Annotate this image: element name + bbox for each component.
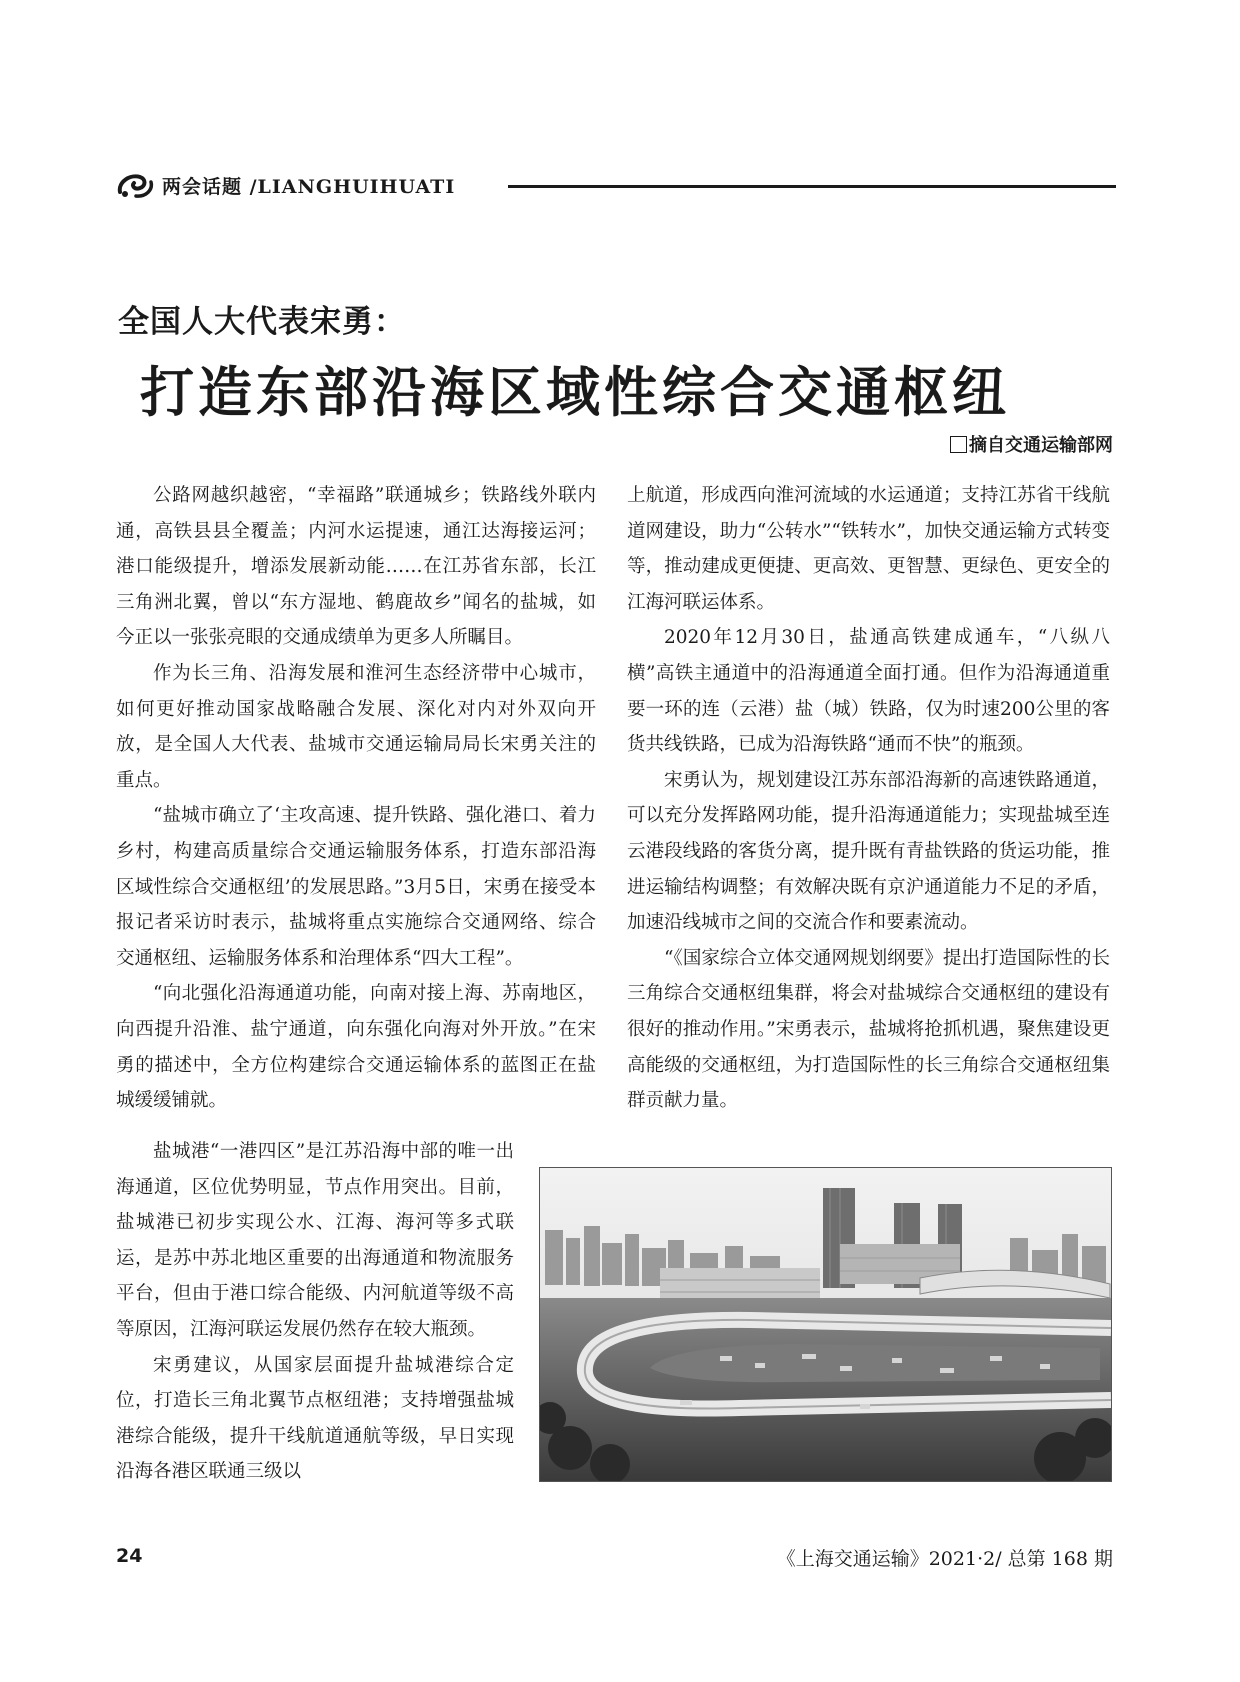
paragraph: “《国家综合立体交通网规划纲要》提出打造国际性的长三角综合交通枢纽集群，将会对盐城综合交通枢纽的建设有很好的推动作用。”宋勇表示，盐城将抢抓机遇，聚焦建设更高能级的交通枢纽，为打造国际性的长三角综合交通枢纽集群贡献力量。 [627,947,1110,1112]
paragraph: 作为长三角、沿海发展和淮河生态经济带中心城市，如何更好推动国家战略融合发展、深化对内对外双向开放，是全国人大代表、盐城市交通运输局局长宋勇关注的重点。 [116,662,596,791]
header-rule [508,185,1116,188]
right-column [627,478,1110,1138]
source-box-icon [950,436,967,453]
paragraph: “向北强化沿海通道功能，向南对接上海、苏南地区，向西提升沿淮、盐宁通道，向东强化向海对外开放。”在宋勇的描述中，全方位构建综合交通运输体系的蓝图正在盐城缓缓铺就。 [116,983,596,1112]
paragraph: 公路网越织越密，“幸福路”联通城乡；铁路线外联内通，高铁县县全覆盖；内河水运提速，通江达海接运河；港口能级提升，增添发展新动能……在江苏省东部，长江三角洲北翼，曾以“东方湿地、鹤鹿故乡”闻名的盐城，如今正以一张张亮眼的交通成绩单为更多人所瞩目。 [116,485,596,649]
magazine-swirl-logo-icon [116,170,154,200]
article-title: 打造东部沿海区域性综合交通枢纽 [140,360,1010,424]
section-header [116,170,1116,200]
source-text: 摘自交通运输部网 [969,435,1113,456]
page-number: 24 [116,1545,143,1567]
journal-issue: 《上海交通运输》2021·2/ 总第 168 期 [776,1548,1113,1570]
section-title: 两会话题 /LIANGHUIHUATI [162,176,456,198]
paragraph: 宋勇认为，规划建设江苏东部沿海新的高速铁路通道，可以充分发挥路网功能，提升沿海通道能力；实现盐城至连云港段线路的客货分离，提升既有青盐铁路的货运功能，推进运输结构调整；有效解决既有京沪通道能力不足的矛盾，加速沿线城市之间的交流合作和要素流动。 [627,769,1110,934]
paragraph: 宋勇建议，从国家层面提升盐城港综合定位，打造长三角北翼节点枢纽港；支持增强盐城港综合能级，提升干线航道通航等级，早日实现沿海各港区联通三级以 [116,1354,514,1483]
article-source [950,431,1113,457]
left-column-lower [116,1134,514,1489]
left-column [116,478,596,1118]
paragraph: 盐城港“一港四区”是江苏沿海中部的唯一出海通道，区位优势明显，节点作用突出。目前，盐城港已初步实现公水、江海、海河等多式联运，是苏中苏北地区重要的出海通道和物流服务平台，但由于港口综合能级、内河航道等级不高等原因，江海河联运发展仍然存在较大瓶颈。 [116,1141,514,1340]
paragraph: 2020年12月30日，盐通高铁建成通车，“八纵八横”高铁主通道中的沿海通道全面打通。但作为沿海通道重要一环的连（云港）盐（城）铁路，仅为时速200公里的客货共线铁路，已成为沿海铁路“通而不快”的瓶颈。 [627,627,1110,756]
article-photo [539,1167,1112,1482]
paragraph: “盐城市确立了‘主攻高速、提升铁路、强化港口、着力乡村，构建高质量综合交通运输服务体系，打造东部沿海区域性综合交通枢纽’的发展思路。”3月5日，宋勇在接受本报记者采访时表示，盐城将重点实施综合交通网络、综合交通枢纽、运输服务体系和治理体系“四大工程”。 [116,805,596,969]
article-subtitle: 全国人大代表宋勇： [118,304,406,340]
paragraph-continuation: 上航道，形成西向淮河流域的水运通道；支持江苏省干线航道网建设，助力“公转水”“铁转水”，加快交通运输方式转变等，推动建成更便捷、更高效、更智慧、更绿色、更安全的江海河联运体系。 [627,485,1110,613]
